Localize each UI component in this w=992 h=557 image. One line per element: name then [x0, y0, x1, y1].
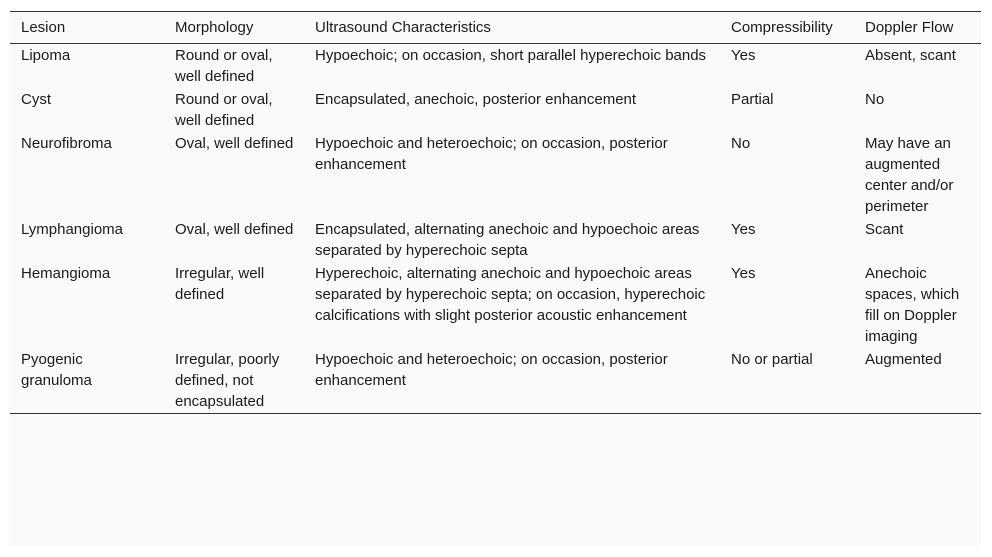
lesion-table-container: [10, 11, 981, 545]
header-lesion: Lesion: [21, 19, 66, 36]
table-row: [10, 44, 981, 89]
header-morphology: Morphology: [175, 19, 254, 36]
cell-doppler: Anechoic spaces, which fill on Doppler imaging: [865, 265, 960, 345]
table-row: [10, 218, 981, 262]
cell-ultrasound: Hypoechoic and heteroechoic; on occasion, posterior enhancement: [315, 135, 668, 173]
cell-morphology: Irregular, well defined: [175, 265, 265, 303]
cell-ultrasound: Hypoechoic and heteroechoic; on occasion, posterior enhancement: [315, 351, 668, 389]
cell-morphology: Oval, well defined: [175, 135, 294, 152]
cell-morphology: Round or oval, well defined: [175, 47, 273, 85]
cell-morphology: Oval, well defined: [175, 221, 294, 238]
table-row: [10, 348, 981, 414]
cell-doppler: Scant: [865, 221, 904, 238]
cell-lesion: Pyogenic granuloma: [21, 351, 92, 389]
lesion-ultrasound-table: [10, 11, 981, 414]
cell-ultrasound: Encapsulated, anechoic, posterior enhancement: [315, 91, 637, 108]
cell-ultrasound: Hypoechoic; on occasion, short parallel hyperechoic bands: [315, 47, 707, 64]
cell-lesion: Lipoma: [21, 47, 71, 64]
cell-morphology: Irregular, poorly defined, not encapsulated: [175, 351, 280, 410]
header-ultrasound-characteristics: Ultrasound Characteristics: [315, 19, 491, 36]
cell-lesion: Hemangioma: [21, 265, 111, 282]
table-body: [10, 44, 981, 414]
cell-compressibility: No: [731, 135, 751, 152]
cell-doppler: May have an augmented center and/or perimeter: [865, 135, 954, 215]
cell-lesion: Neurofibroma: [21, 135, 112, 152]
header-row: [10, 12, 981, 44]
header-doppler-flow: Doppler Flow: [865, 19, 954, 36]
cell-compressibility: No or partial: [731, 351, 813, 368]
cell-compressibility: Yes: [731, 47, 756, 64]
cell-ultrasound: Hyperechoic, alternating anechoic and hypoechoic areas separated by hyperechoic septa; on occasion, hyperechoic calcifications with slight posterior acoustic enhancement: [315, 265, 706, 324]
cell-lesion: Cyst: [21, 91, 51, 108]
table-row: [10, 262, 981, 348]
table-row: [10, 88, 981, 132]
cell-compressibility: Yes: [731, 221, 756, 238]
cell-compressibility: Yes: [731, 265, 756, 282]
cell-morphology: Round or oval, well defined: [175, 91, 273, 129]
cell-doppler: Absent, scant: [865, 47, 956, 64]
cell-lesion: Lymphangioma: [21, 221, 124, 238]
cell-doppler: No: [865, 91, 885, 108]
cell-compressibility: Partial: [731, 91, 774, 108]
table-row: [10, 132, 981, 218]
table-header: [10, 12, 981, 44]
header-compressibility: Compressibility: [731, 19, 833, 36]
cell-doppler: Augmented: [865, 351, 942, 368]
cell-ultrasound: Encapsulated, alternating anechoic and hypoechoic areas separated by hyperechoic septa: [315, 221, 700, 259]
